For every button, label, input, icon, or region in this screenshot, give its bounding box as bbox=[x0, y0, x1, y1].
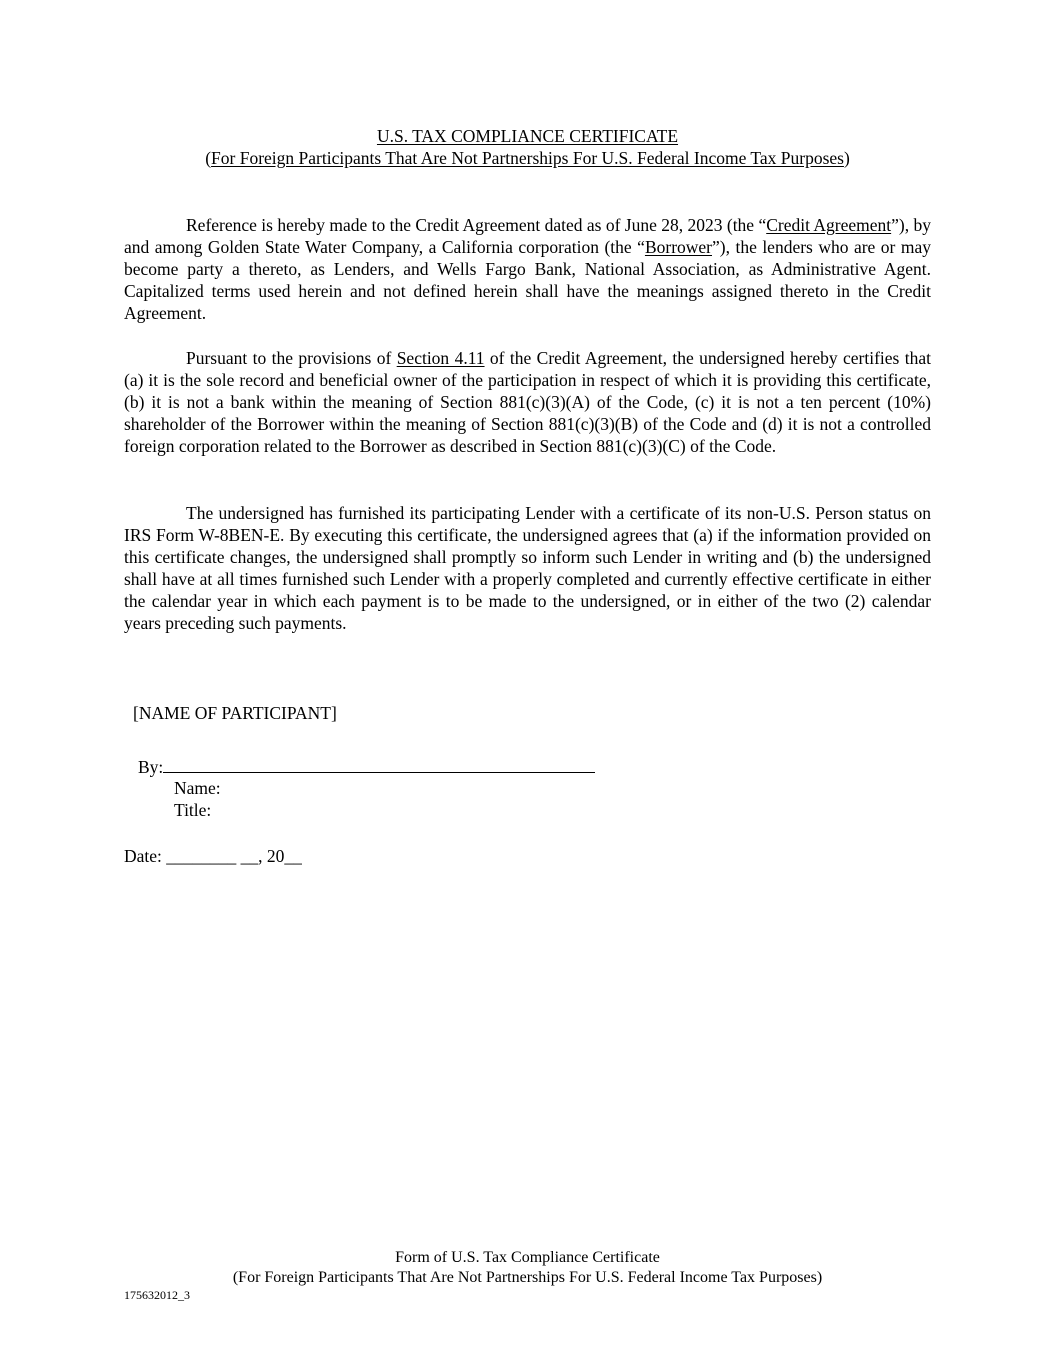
document-header bbox=[0, 125, 1055, 169]
name-label: Name: bbox=[174, 778, 221, 798]
p2-text-1: Pursuant to the provisions of bbox=[186, 348, 397, 368]
footer-line-1: Form of U.S. Tax Compliance Certificate bbox=[395, 1249, 660, 1266]
document-number: 175632012_3 bbox=[124, 1288, 190, 1302]
signature-by-line bbox=[138, 756, 595, 778]
page-footer bbox=[0, 1248, 1055, 1288]
subtitle-open-paren: ( bbox=[205, 148, 212, 168]
footer-line-2: (For Foreign Participants That Are Not Partnerships For U.S. Federal Income Tax Purposes) bbox=[232, 1269, 823, 1286]
p1-text-2: ”), by and among Golden State Water Company, a California corporation (the “ bbox=[124, 215, 931, 257]
by-label: By: bbox=[138, 757, 164, 777]
reference-paragraph bbox=[124, 214, 931, 324]
defined-term-credit-agreement: Credit Agreement bbox=[766, 215, 892, 235]
date-line: Date: ________ __, 20__ bbox=[124, 846, 302, 866]
subtitle-close-paren: ) bbox=[843, 148, 850, 168]
title-label: Title: bbox=[174, 800, 212, 820]
p2-text-2: of the Credit Agreement, the undersigned hereby certifies that (a) it is the sole record and beneficial owner of the participation in respect of which it is providing this certificate, (b) it is not a bank within the meaning of Section 881(c)(3)(A) of the Code, (c) it is not a ten percent (10%) shareholder of the Borrower within the meaning of Section 881(c)(3)(B) of the Code and (d) it is not a controlled foreign corporation related to the Borrower as described in Section 881(c)(3)(C) of the Code. bbox=[124, 348, 931, 456]
document-title bbox=[0, 125, 1055, 147]
p1-text-1: Reference is hereby made to the Credit Agreement dated as of June 28, 2023 (the “ bbox=[186, 215, 767, 235]
defined-term-borrower: Borrower bbox=[644, 237, 712, 257]
subtitle-text: For Foreign Participants That Are Not Partnerships For U.S. Federal Income Tax Purposes bbox=[211, 148, 844, 168]
section-reference: Section 4.11 bbox=[396, 348, 485, 368]
participant-name-placeholder: [NAME OF PARTICIPANT] bbox=[133, 703, 337, 723]
undertaking-paragraph: The undersigned has furnished its participating Lender with a certificate of its non-U.S. Person status on IRS Form W-8BEN-E. By executing this certificate, the undersigned agrees that (a) if the information provided on this certificate changes, the undersigned shall promptly so inform such Lender in writing and (b) the undersigned shall have at all times furnished such Lender with a properly completed and currently effective certificate in either the calendar year in which each payment is to be made to the undersigned, or in either of the two (2) calendar years preceding such payments. bbox=[124, 503, 931, 633]
p1-text-3: ”), the lenders who are or may become party a thereto, as Lenders, and Wells Fargo Bank, National Association, as Administrative Agent. Capitalized terms used herein and not defined herein shall have the meanings assigned thereto in the Credit Agreement. bbox=[124, 237, 932, 323]
document-subtitle bbox=[0, 147, 1055, 169]
title-text: U.S. TAX COMPLIANCE CERTIFICATE bbox=[376, 126, 679, 146]
signature-line bbox=[163, 756, 595, 773]
certification-paragraph bbox=[124, 347, 931, 457]
